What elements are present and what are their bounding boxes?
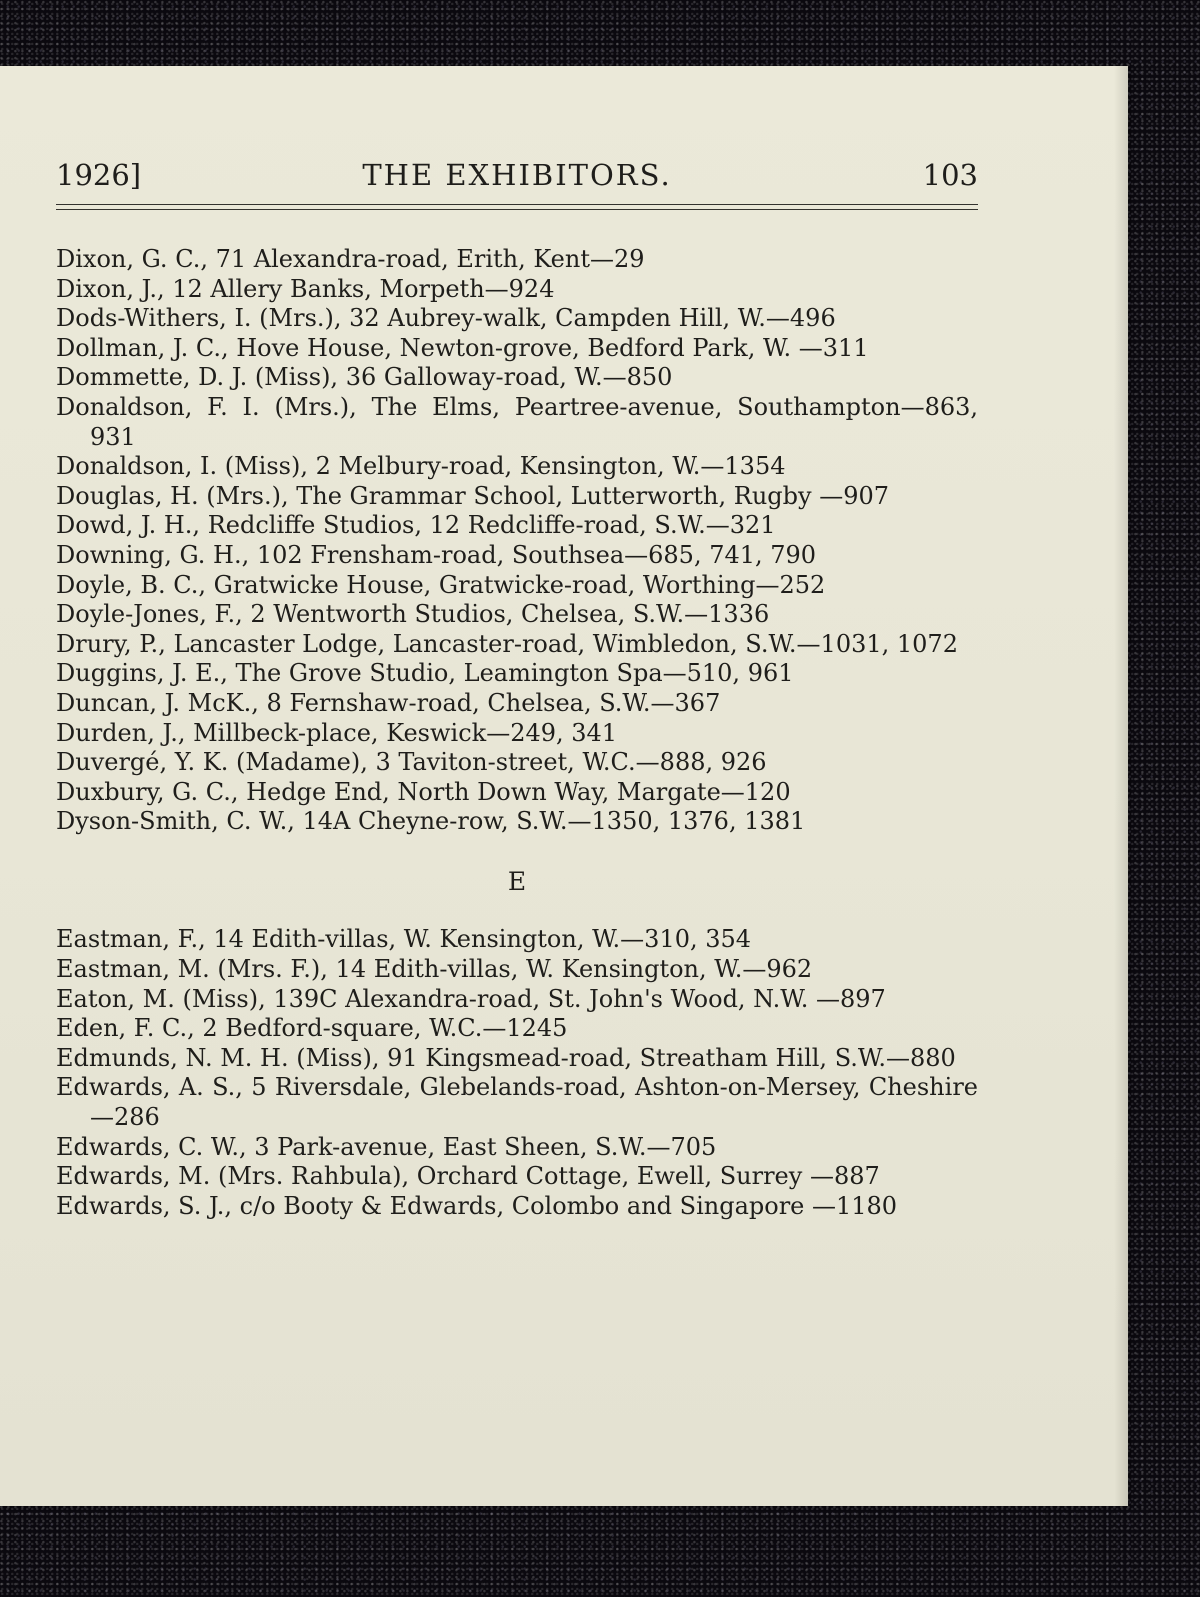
list-item: Eastman, F., 14 Edith-villas, W. Kensington, W.—310, 354 bbox=[56, 925, 752, 954]
list-item: Edwards, A. S., 5 Riversdale, Glebelands-road, Ashton-on-Mersey, Cheshire—286 bbox=[56, 1073, 978, 1132]
page-header bbox=[56, 158, 978, 192]
list-item: Donaldson, I. (Miss), 2 Melbury-road, Kensington, W.—1354 bbox=[56, 452, 786, 481]
list-item: Edmunds, N. M. H. (Miss), 91 Kingsmead-road, Streatham Hill, S.W.—880 bbox=[56, 1043, 956, 1072]
list-item: Doyle, B. C., Gratwicke House, Gratwicke-road, Worthing—252 bbox=[56, 570, 826, 599]
exhibitor-list bbox=[56, 245, 978, 1221]
header-rule-bottom bbox=[56, 209, 978, 210]
list-item: Edwards, S. J., c/o Booty & Edwards, Colombo and Singapore —1180 bbox=[56, 1191, 898, 1220]
list-item: Durden, J., Millbeck-place, Keswick—249, 341 bbox=[56, 718, 618, 747]
header-rule-top bbox=[56, 204, 978, 205]
list-item: Dollman, J. C., Hove House, Newton-grove, Bedford Park, W. —311 bbox=[56, 333, 869, 362]
section-e bbox=[56, 925, 978, 1221]
list-item: Dixon, G. C., 71 Alexandra-road, Erith, Kent—29 bbox=[56, 245, 645, 273]
list-item: Eastman, M. (Mrs. F.), 14 Edith-villas, W. Kensington, W.—962 bbox=[56, 955, 813, 984]
list-item: Donaldson, F. I. (Mrs.), The Elms, Peartree-avenue, Southampton—863, 931 bbox=[56, 392, 978, 451]
list-item: Doyle-Jones, F., 2 Wentworth Studios, Chelsea, S.W.—1336 bbox=[56, 600, 770, 629]
list-item: Downing, G. H., 102 Frensham-road, Southsea—685, 741, 790 bbox=[56, 540, 817, 569]
header-year: 1926] bbox=[56, 158, 142, 192]
list-item: Duggins, J. E., The Grove Studio, Leamington Spa—510, 961 bbox=[56, 659, 794, 688]
list-item: Douglas, H. (Mrs.), The Grammar School, Lutterworth, Rugby —907 bbox=[56, 481, 890, 510]
list-item: Dixon, J., 12 Allery Banks, Morpeth—924 bbox=[56, 274, 555, 303]
list-item: Duxbury, G. C., Hedge End, North Down Way, Margate—120 bbox=[56, 777, 791, 806]
list-item: Dowd, J. H., Redcliffe Studios, 12 Redcliffe-road, S.W.—321 bbox=[56, 511, 776, 540]
header-title: THE EXHIBITORS. bbox=[362, 158, 672, 192]
list-item: Edwards, C. W., 3 Park-avenue, East Sheen, S.W.—705 bbox=[56, 1132, 717, 1161]
page-number: 103 bbox=[922, 158, 978, 192]
list-item: Edwards, M. (Mrs. Rahbula), Orchard Cottage, Ewell, Surrey —887 bbox=[56, 1162, 880, 1191]
list-item: Eaton, M. (Miss), 139C Alexandra-road, St. John's Wood, N.W. —897 bbox=[56, 984, 886, 1013]
list-item: Dyson-Smith, C. W., 14A Cheyne-row, S.W.—1350, 1376, 1381 bbox=[56, 807, 806, 836]
list-item: Eden, F. C., 2 Bedford-square, W.C.—1245 bbox=[56, 1014, 568, 1043]
list-item: Duvergé, Y. K. (Madame), 3 Taviton-street, W.C.—888, 926 bbox=[56, 748, 767, 777]
section-heading-e: E bbox=[507, 866, 527, 896]
list-item: Duncan, J. McK., 8 Fernshaw-road, Chelsea, S.W.—367 bbox=[56, 688, 721, 717]
book-page bbox=[0, 66, 1128, 1506]
list-item: Dommette, D. J. (Miss), 36 Galloway-road, W.—850 bbox=[56, 363, 673, 392]
list-item: Dods-Withers, I. (Mrs.), 32 Aubrey-walk, Campden Hill, W.—496 bbox=[56, 304, 836, 333]
section-d bbox=[56, 245, 978, 837]
list-item: Drury, P., Lancaster Lodge, Lancaster-road, Wimbledon, S.W.—1031, 1072 bbox=[56, 629, 958, 658]
